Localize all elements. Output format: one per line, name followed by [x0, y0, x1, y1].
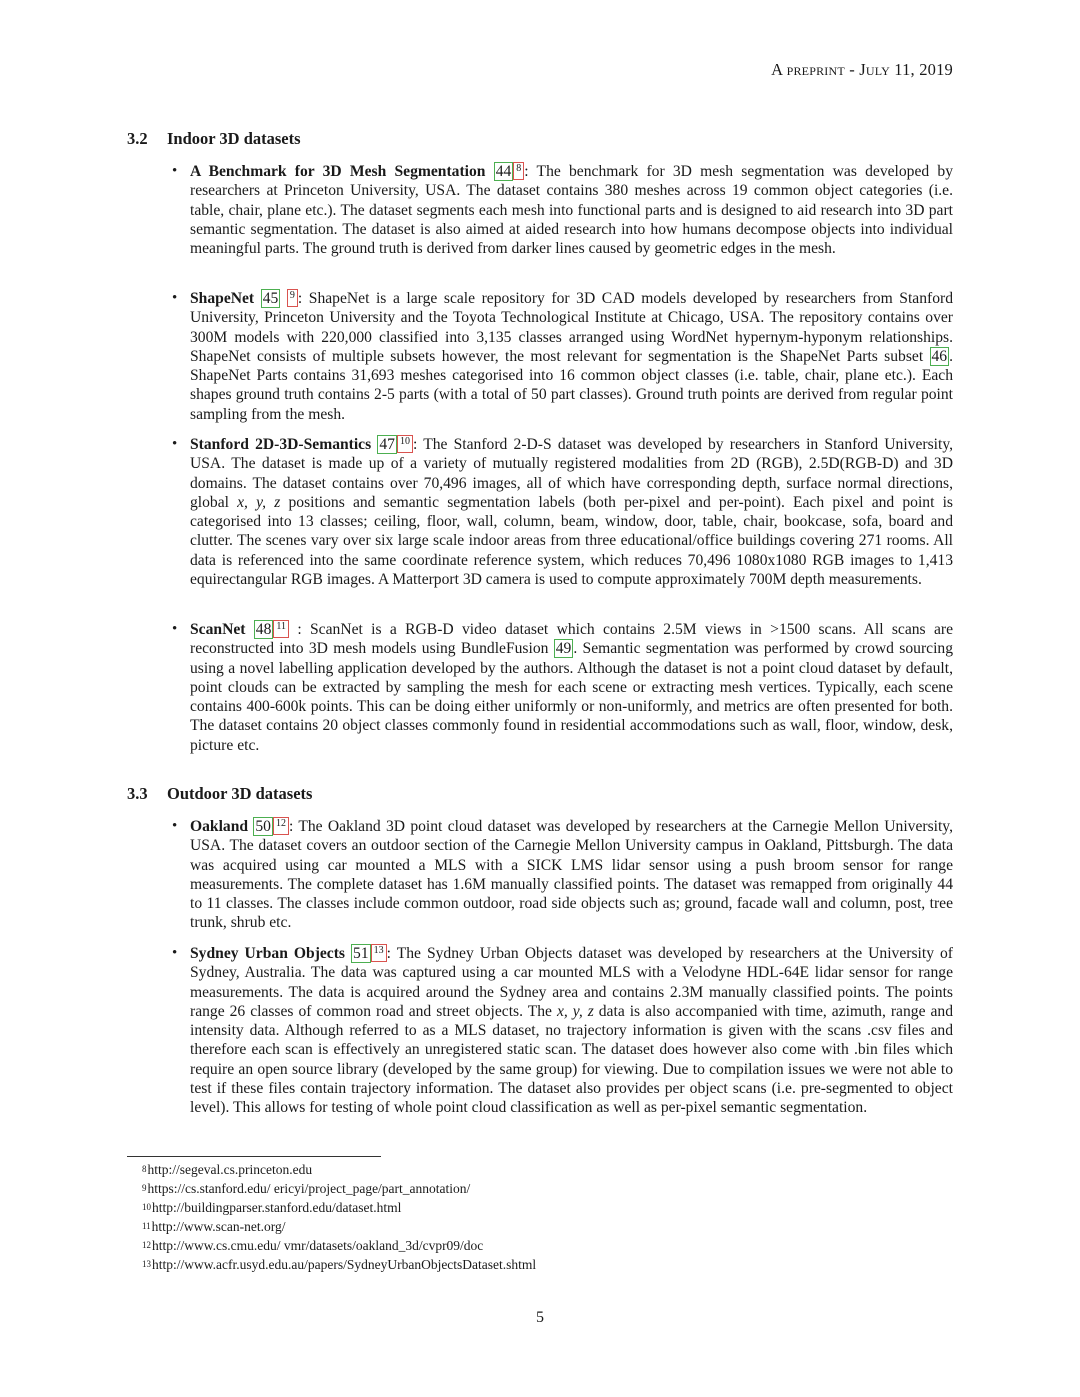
footnote-divider — [127, 1156, 381, 1157]
section-title: Indoor 3D datasets — [167, 129, 301, 148]
item-text: : ShapeNet is a large scale repository for 3D CAD models developed by researchers from Stanford University, Princeton University and the Toyota Technological Institute at Chicago, USA. The repository contains over 300M models with 220,000 classified into 3,135 classes arranged using WordNet hypernym-hyponym relationships. ShapeNet consists of multiple subsets however, the most relevant for segmentation is the ShapeNet Parts subset — [190, 290, 953, 365]
footnote-link[interactable]: 11 — [273, 620, 289, 638]
section-heading-3-2 — [127, 129, 301, 149]
item-text: . Semantic segmentation was performed by crowd sourcing using a novel labelling application developed by the authors. Although the dataset is not a point cloud dataset by default, point clouds can be extracted by sampling the mesh for each scene or extracting mesh vertices. Typically, each scene contains 400-600k points. This can be doing either uniformly or non-uniformly, and metrics are often presented for both. The dataset contains 20 object classes commonly found in residential accommodations such as wall, floor, window, desk, picture etc. — [190, 640, 953, 754]
dataset-name: Oakland — [190, 818, 249, 835]
bullet-icon: • — [172, 163, 178, 179]
footnote-url[interactable]: http://www.acfr.usyd.edu.au/papers/SydneyUrbanObjectsDataset.shtml — [152, 1257, 537, 1272]
list-item-oakland — [172, 817, 953, 933]
citation-link[interactable]: 46 — [931, 347, 948, 365]
header-prefix: A preprint — [771, 60, 845, 79]
list-item-stanford-2d-3d — [172, 435, 953, 589]
item-text: : The Stanford 2-D-S dataset was developed by researchers in Stanford University, USA. The dataset is made up of a variety of mutually registered modalities from 2D (RGB), 2.5D(RGB-D) and 3D domains. The dataset contains over 70,496 images, all of which have corresponding depth, surface normal directions, global — [190, 436, 953, 511]
dataset-name: Sydney Urban Objects — [190, 945, 345, 962]
footnote-8: $^8$http://segeval.cs.princeton.edu — [142, 1162, 313, 1177]
dataset-name: Stanford 2D-3D-Semantics — [190, 436, 372, 453]
footnote-11: $^{11}$http://www.scan-net.org/ — [142, 1219, 286, 1234]
list-item-scannet — [172, 620, 953, 755]
list-item-mesh-segmentation — [172, 162, 953, 258]
bullet-icon: • — [172, 818, 178, 834]
bullet-icon: • — [172, 436, 178, 452]
dataset-name: A Benchmark for 3D Mesh Segmentation — [190, 163, 486, 180]
item-text: . ShapeNet Parts contains 31,693 meshes categorised into 16 common object classes (i.e. table, chair, plane etc.). Each shapes ground truth contains 2-5 parts (with a total of 50 part classes). Ground truth points are derived from regular point sampling from the mesh. — [190, 347, 953, 423]
section-number: 3.3 — [127, 784, 148, 803]
citation-link[interactable]: 50 — [255, 818, 271, 835]
footnote-url[interactable]: https://cs.stanford.edu/ ericyi/project_page/part_annotation/ — [147, 1181, 471, 1196]
item-text: : The Oakland 3D point cloud dataset was developed by researchers at the Carnegie Mellon University, USA. The dataset covers an outdoor section of the Carnegie Mellon University campus in Oakland, Pittsburgh. The data was acquired using car mounted a MLS with a SICK LMS lidar sensor using a push broom sensor for range measurements. The complete dataset has 1.6M manually classified points. The dataset was remapped from originally 44 to 11 classes. The classes include common outdoor, road side objects such as; ground, facade wall and column, post, tree trunk, shrub etc. — [190, 818, 953, 932]
footnote-link[interactable]: 8 — [513, 162, 524, 180]
citation-link[interactable]: 45 — [262, 290, 279, 307]
item-text: data is also accompanied with time, azimuth, range and intensity data. Although referred to as a MLS dataset, no trajectory information is given with the scans .csv files and therefore each scan is effectively an unregistered static scan. The dataset does however also come with .bin files which require an open source library (developed by the same group) for viewing. Due to compilation issues we were not able to test if these files contain trajectory information. The dataset also provides per object scans (i.e. pre-segmented to object level). This allows for testing of whole point cloud classification as well as per-pixel semantic segmentation. — [190, 1002, 953, 1117]
running-header — [771, 60, 953, 80]
section-number: 3.2 — [127, 129, 148, 148]
bullet-icon: • — [172, 290, 178, 306]
citation-link[interactable]: 44 — [495, 163, 512, 180]
citation-link[interactable]: 47 — [379, 436, 395, 453]
list-item-sydney-urban-objects — [172, 944, 953, 1118]
footnote-url[interactable]: http://www.scan-net.org/ — [151, 1219, 286, 1234]
item-text: : ScanNet is a RGB-D video dataset which contains 2.5M views in >1500 scans. All scans are reconstructed into 3D mesh models using BundleFusion — [190, 621, 953, 658]
header-date: July 11, 2019 — [859, 60, 953, 79]
footnote-link[interactable]: 9 — [287, 289, 298, 307]
page-number: 5 — [536, 1309, 544, 1326]
citation-link[interactable]: 49 — [555, 640, 572, 658]
citation-link[interactable]: 51 — [353, 945, 369, 962]
footnote-link[interactable]: 12 — [273, 817, 289, 835]
footnote-13: $^{13}$http://www.acfr.usyd.edu.au/papers/SydneyUrbanObjectsDataset.shtml — [142, 1257, 537, 1272]
item-text: positions and semantic segmentation labels (both per-pixel and per-point). Each pixel and point is categorised into 13 classes; ceiling, floor, wall, column, beam, window, door, table, chair, bookcase, sofa, board and clutter. The scenes vary over six large scale indoor areas from three educational/office buildings covering 271 rooms. All data is referenced into the same coordinate reference system, which reduces 70,496 1080x1080 RGB images to 1,413 equirectangular RGB images. A Matterport 3D camera is used to compute approximately 700M depth measurements. — [190, 493, 953, 589]
footnotes — [142, 1160, 536, 1274]
footnote-10: $^{10}$http://buildingparser.stanford.edu/dataset.html — [142, 1200, 402, 1215]
header-separator: - — [844, 60, 860, 79]
footnote-link[interactable]: 13 — [371, 944, 387, 962]
item-text: : The benchmark for 3D mesh segmentation was developed by researchers at Princeton University, USA. The dataset contains 380 meshes across 19 common object categories (i.e. table, chair, plane etc.). The dataset segments each mesh into functional parts and is designed to aid research into 3D part semantic segmentation. The dataset is also aimed at aided research into how humans decompose objects into individual meaningful parts. The ground truth is derived from darker lines caused by geometric edges in the mesh. — [190, 163, 953, 258]
math-xyz: x, y, z — [237, 493, 281, 511]
footnote-url[interactable]: http://www.cs.cmu.edu/ vmr/datasets/oakland_3d/cvpr09/doc — [152, 1238, 484, 1253]
math-xyz: x, y, z — [556, 1002, 594, 1020]
footnote-url[interactable]: http://buildingparser.stanford.edu/dataset.html — [152, 1200, 402, 1215]
dataset-name: ScanNet — [190, 621, 246, 638]
item-text: : The Sydney Urban Objects dataset was developed by researchers at the University of Sydney, Australia. The data was captured using a car mounted MLS with a Velodyne HDL-64E lidar sensor for range measurements. The data is acquired around the Sydney area and contains 2.3M manually classified points. The points range 26 classes of common road and street objects. The — [190, 945, 953, 1020]
list-item-shapenet — [172, 289, 953, 424]
footnote-9: $^9$https://cs.stanford.edu/ ericyi/project_page/part_annotation/ — [142, 1181, 471, 1196]
bullet-icon: • — [172, 621, 178, 637]
dataset-name: ShapeNet — [190, 290, 255, 307]
section-title: Outdoor 3D datasets — [167, 784, 313, 803]
bullet-icon: • — [172, 945, 178, 961]
footnote-link[interactable]: 10 — [397, 435, 413, 453]
section-heading-3-3 — [127, 784, 312, 804]
citation-link[interactable]: 48 — [255, 621, 272, 638]
footnote-url[interactable]: http://segeval.cs.princeton.edu — [147, 1162, 313, 1177]
footnote-12: $^{12}$http://www.cs.cmu.edu/ vmr/datasets/oakland_3d/cvpr09/doc — [142, 1238, 484, 1253]
